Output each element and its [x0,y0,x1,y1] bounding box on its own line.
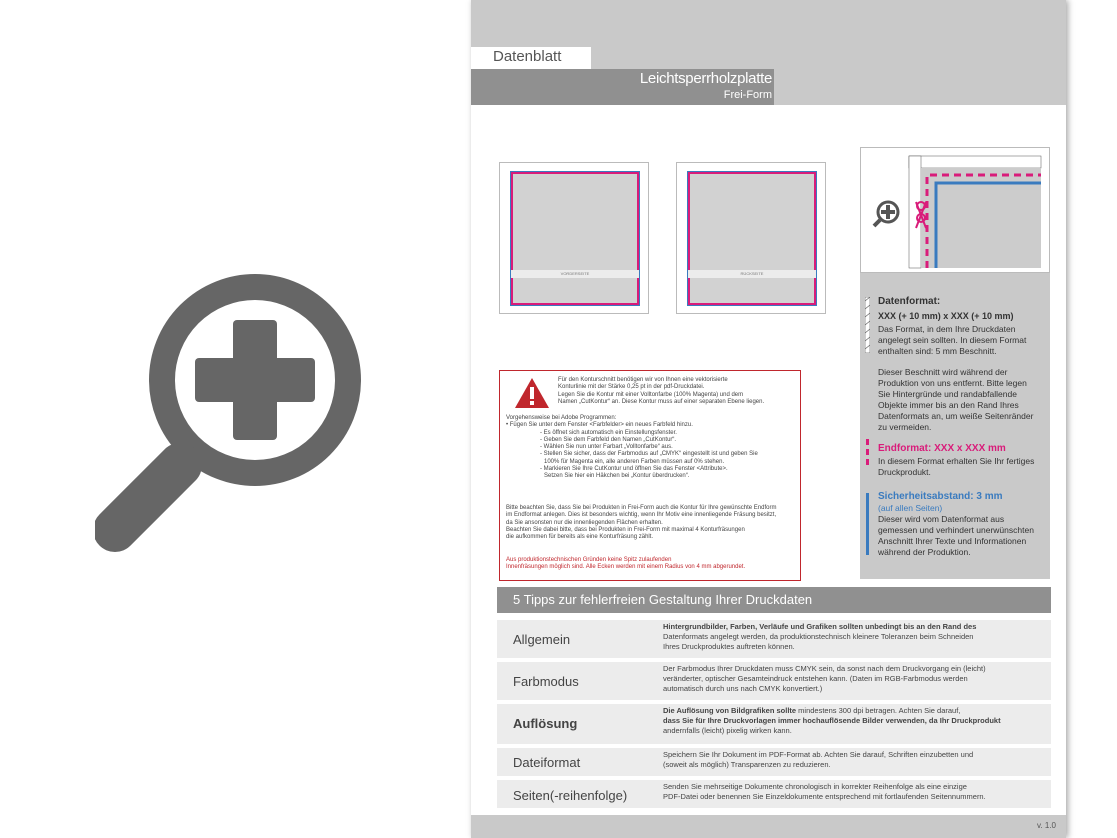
tip-row: Auflösung Die Auflösung von Bildgrafiken sollte mindestens 300 dpi betragen. Achten Sie darauf, dass Sie für Ihre Druckvorlagen immer hochauflösende Bilder verwenden, da Ihr Druckprodukt andernfalls (leicht) pixelig wirken kann. [497,704,1051,744]
format-specs: Datenformat: XXX (+ 10 mm) x XXX (+ 10 mm) Das Format, in dem Ihre Druckdaten angelegt sein sollten. In diesem Format enthalten sind: 5 mm Beschnitt. Dieser Beschnitt wird während der Produktion von uns entfernt. Bitte legen Sie Hintergründe und randabfallende Objekte immer bis an den Rand Ihres Datenformats an, um weiße Seitenränder zu vermeiden. Endformat: XXX x XXX mm In diesem Format erhalten Sie Ihr fertiges Druckprodukt. Sicherheitsabstand: 3 mm (auf allen Seiten) Dieser wird vom Datenformat aus gemessen und verhindert unerwünschten Anschnitt Ihrer Texte und Informationen während der Produktion. [860,147,1050,579]
product-variant: Frei-Form [723,89,772,101]
back-label: RÜCKSEITE [688,270,816,278]
version-label: v. 1.0 [1037,821,1056,830]
zoom-in-icon[interactable] [95,265,395,595]
product-header [471,69,774,105]
tips-header: 5 Tipps zur fehlerfreien Gestaltung Ihrer Druckdaten [497,587,1051,613]
product-title: Leichtsperrholzplatte [639,70,772,87]
tip-row: Allgemein Hintergrundbilder, Farben, Verläufe und Grafiken sollten unbedingt bis an den Rand des Datenformats angelegt werden, da produktionstechnisch kleinere Toleranzen beim Schneiden Ihres Druckproduktes auftreten können. [497,620,1051,658]
end-format-title: Endformat: XXX x XXX mm [878,443,1006,454]
datasheet-page [471,0,1066,838]
zoom-in-icon[interactable] [874,202,898,226]
tip-row: Seiten(-reihenfolge) Senden Sie mehrseitige Dokumente chronologisch in korrekter Reihenfolge als eine einzige PDF-Datei oder benennen Sie Einzeldokumente entsprechend mit fortlaufenden Seitennummern. [497,780,1051,808]
front-panel [499,162,649,314]
front-label: VORDERSEITE [511,270,639,278]
corner-detail [860,147,1050,273]
back-panel [676,162,826,314]
data-format-value: XXX (+ 10 mm) x XXX (+ 10 mm) [878,311,1014,321]
footer [471,815,1066,838]
warning-icon [514,377,550,409]
header-label: Datenblatt [471,47,591,69]
tip-row: Dateiformat Speichern Sie Ihr Dokument im PDF-Format ab. Achten Sie darauf, Schriften einzubetten und (soweit als möglich) Transparenzen zu reduzieren. [497,748,1051,776]
warning-box: Für den Konturschnitt benötigen wir von Ihnen eine vektorisierte Konturlinie mit der Stärke 0,25 pt in der pdf-Druckdatei. Legen Sie die Kontur mit einer Volltonfarbe (100% Magenta) und dem Namen „CutKontur“ an. Diese Kontur muss auf einer separaten Ebene liegen. Vorgehensweise bei Adobe Programmen: • Fügen Sie unter dem Fenster <Farbfelder> ein neues Farbfeld hinzu. - Es öffnet sich automatisch ein Einstellungsfenster. - Geben Sie dem Farbfeld den Namen „CutKontur“. - Wählen Sie nun unter Farbart „Volltonfarbe“ aus. - Stellen Sie sicher, dass der Farbmodus auf „CMYK“ eingestellt ist und geben Sie 100% für Magenta ein, alle anderen Farben müssen auf 0% stehen. - Markieren Sie Ihre CutKontur und öffnen Sie das Fenster <Attribute>. Setzen Sie hier ein Häkchen bei „Kontur überdrucken“. Bitte beachten Sie, dass Sie bei Produkten in Frei-Form auch die Kontur für Ihre gewünschte Endform im Endformat anlegen. Dies ist besonders wichtig, wenn Ihr Motiv eine innenliegende Fräsung besitzt, da Sie ansonsten nur die innenliegenden Flächen erhalten. Beachten Sie dabei bitte, dass bei Produkten in Frei-Form mit maximal 4 Konturfräsungen die aufkommen für bereits als eine Konturfräsung zählt. Aus produktionstechnischen Gründen keine Spitz zulaufenden Innenfräsungen möglich sind. Alle Ecken werden mit einem Radius von 4 mm abgerundet. [499,370,801,581]
safety-title: Sicherheitsabstand: 3 mm [878,491,1003,502]
data-format-title: Datenformat: [878,296,941,307]
tip-row: Farbmodus Der Farbmodus Ihrer Druckdaten muss CMYK sein, da sonst nach dem Druckvorgang ein (leicht) veränderter, optischer Gesamteindruck entstehen kann. (Daten im RGB-Farbmodus werden automatisch durch uns nach CMYK konvertiert.) [497,662,1051,700]
